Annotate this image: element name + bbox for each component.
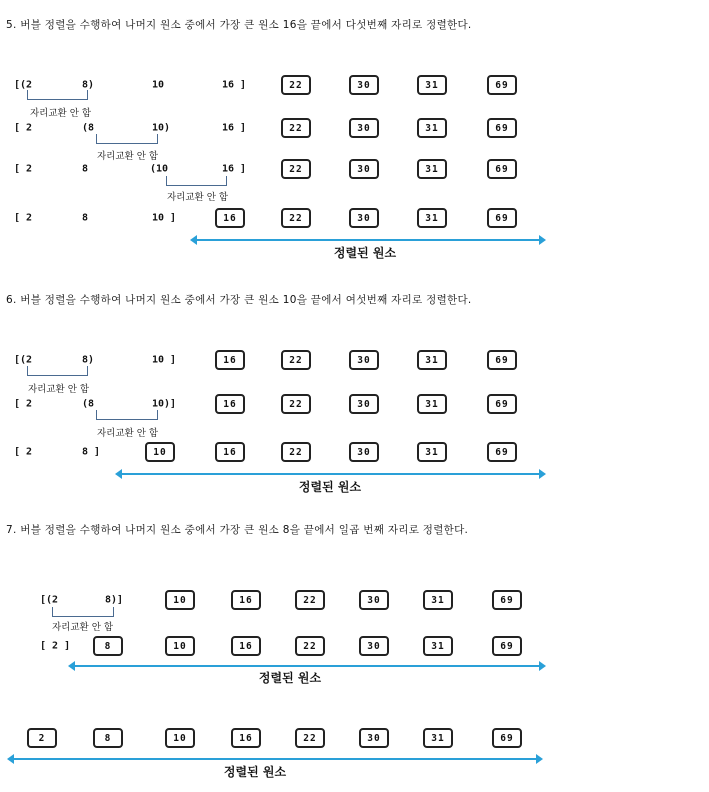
compare-bracket (166, 176, 227, 186)
boxed-element: 10 (165, 728, 195, 748)
unsorted-element: [ 2 (14, 212, 33, 224)
unsorted-element: 10 ] (152, 354, 177, 366)
unsorted-element: (8 (82, 122, 95, 134)
boxed-element: 31 (417, 442, 447, 462)
boxed-element: 69 (487, 394, 517, 414)
boxed-element: 69 (487, 75, 517, 95)
sorted-range-arrow (12, 758, 538, 760)
boxed-element: 10 (145, 442, 175, 462)
unsorted-element: [(2 (14, 79, 33, 91)
unsorted-element: 16 ] (222, 79, 247, 91)
boxed-element: 22 (281, 394, 311, 414)
sorted-elements-label: 정렬된 원소 (258, 671, 322, 685)
boxed-element: 30 (349, 75, 379, 95)
boxed-element: 22 (281, 159, 311, 179)
boxed-element: 30 (349, 350, 379, 370)
unsorted-element: [ 2 (14, 398, 33, 410)
unsorted-element: [ 2 (14, 446, 33, 458)
boxed-element: 16 (231, 728, 261, 748)
boxed-element: 22 (281, 442, 311, 462)
boxed-element: 31 (423, 636, 453, 656)
boxed-element: 31 (423, 728, 453, 748)
boxed-element: 30 (359, 590, 389, 610)
boxed-element: 22 (295, 728, 325, 748)
compare-bracket (52, 607, 114, 617)
boxed-element: 8 (93, 728, 123, 748)
section-heading: 6. 버블 정렬을 수행하여 나머지 원소 중에서 가장 큰 원소 10을 끝에서 여섯번째 자리로 정렬한다. (6, 294, 472, 306)
unsorted-element: 8) (82, 79, 95, 91)
sorted-elements-label: 정렬된 원소 (333, 246, 397, 260)
unsorted-element: 8 (82, 163, 89, 175)
section-heading: 5. 버블 정렬을 수행하여 나머지 원소 중에서 가장 큰 원소 16을 끝에서 다섯번째 자리로 정렬한다. (6, 19, 472, 31)
unsorted-element: (8 (82, 398, 95, 410)
boxed-element: 31 (423, 590, 453, 610)
compare-bracket (96, 134, 158, 144)
sorted-range-arrow (195, 239, 541, 241)
unsorted-element: 8) (82, 354, 95, 366)
boxed-element: 30 (349, 159, 379, 179)
boxed-element: 69 (487, 118, 517, 138)
no-swap-label: 자리교환 안 함 (97, 428, 159, 439)
boxed-element: 30 (359, 636, 389, 656)
boxed-element: 16 (215, 442, 245, 462)
unsorted-element: 10 ] (152, 212, 177, 224)
unsorted-element: 8)] (105, 594, 124, 606)
unsorted-element: [ 2 (14, 122, 33, 134)
unsorted-element: [ 2 (14, 163, 33, 175)
boxed-element: 22 (281, 350, 311, 370)
unsorted-element: [ 2 ] (40, 640, 71, 652)
no-swap-label: 자리교환 안 함 (30, 108, 92, 119)
boxed-element: 31 (417, 118, 447, 138)
boxed-element: 16 (215, 350, 245, 370)
boxed-element: 69 (492, 728, 522, 748)
sorted-range-arrow (120, 473, 541, 475)
sorted-elements-label: 정렬된 원소 (298, 480, 362, 494)
boxed-element: 22 (281, 118, 311, 138)
no-swap-label: 자리교환 안 함 (52, 622, 114, 633)
unsorted-element: 10) (152, 122, 171, 134)
boxed-element: 31 (417, 159, 447, 179)
boxed-element: 16 (215, 394, 245, 414)
compare-bracket (27, 90, 88, 100)
boxed-element: 16 (215, 208, 245, 228)
sorted-range-arrow (73, 665, 541, 667)
boxed-element: 69 (487, 208, 517, 228)
boxed-element: 69 (492, 590, 522, 610)
boxed-element: 30 (359, 728, 389, 748)
boxed-element: 69 (487, 350, 517, 370)
boxed-element: 69 (492, 636, 522, 656)
unsorted-element: 10)] (152, 398, 177, 410)
no-swap-label: 자리교환 안 함 (28, 384, 90, 395)
boxed-element: 30 (349, 118, 379, 138)
boxed-element: 31 (417, 75, 447, 95)
unsorted-element: 16 ] (222, 122, 247, 134)
boxed-element: 22 (281, 208, 311, 228)
unsorted-element: (10 (150, 163, 169, 175)
unsorted-element: 8 (82, 212, 89, 224)
boxed-element: 31 (417, 350, 447, 370)
boxed-element: 10 (165, 590, 195, 610)
boxed-element: 69 (487, 159, 517, 179)
no-swap-label: 자리교환 안 함 (97, 151, 159, 162)
boxed-element: 22 (295, 590, 325, 610)
unsorted-element: 16 ] (222, 163, 247, 175)
boxed-element: 22 (295, 636, 325, 656)
unsorted-element: [(2 (40, 594, 59, 606)
boxed-element: 69 (487, 442, 517, 462)
section-heading: 7. 버블 정렬을 수행하여 나머지 원소 중에서 가장 큰 원소 8을 끝에서 일곱 번째 자리로 정렬한다. (6, 524, 469, 536)
boxed-element: 8 (93, 636, 123, 656)
boxed-element: 30 (349, 208, 379, 228)
compare-bracket (96, 410, 158, 420)
boxed-element: 10 (165, 636, 195, 656)
unsorted-element: 8 ] (82, 446, 101, 458)
compare-bracket (27, 366, 88, 376)
boxed-element: 30 (349, 394, 379, 414)
no-swap-label: 자리교환 안 함 (167, 192, 229, 203)
boxed-element: 22 (281, 75, 311, 95)
boxed-element: 31 (417, 208, 447, 228)
sorted-elements-label: 정렬된 원소 (223, 765, 287, 779)
boxed-element: 16 (231, 636, 261, 656)
boxed-element: 2 (27, 728, 57, 748)
boxed-element: 30 (349, 442, 379, 462)
unsorted-element: [(2 (14, 354, 33, 366)
boxed-element: 31 (417, 394, 447, 414)
boxed-element: 16 (231, 590, 261, 610)
unsorted-element: 10 (152, 79, 165, 91)
